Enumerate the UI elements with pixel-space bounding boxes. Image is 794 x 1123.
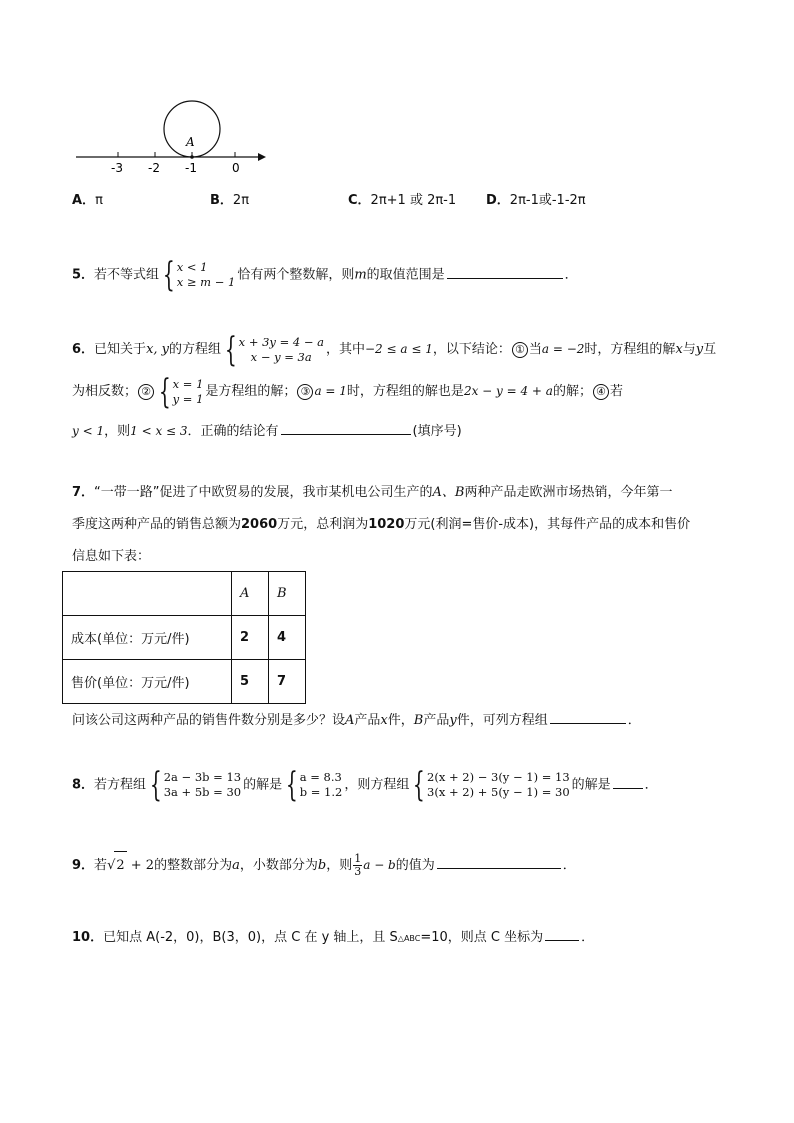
solution-system: { x = 1 y = 1 <box>158 371 204 412</box>
table-cell: 成本(单位：万元/件) <box>63 616 232 660</box>
question-6-line-1 <box>72 329 717 370</box>
q8-pre: 若方程组 <box>94 777 147 793</box>
table-header-row <box>63 572 306 616</box>
q10-text2: =10，则点 C 坐标为 <box>420 930 544 945</box>
q6-c1-cond: a = −2 <box>541 342 585 356</box>
q7-profit: 1020 <box>368 517 405 532</box>
question-10 <box>72 927 594 947</box>
answer-blank[interactable] <box>550 710 626 724</box>
option-letter: C． <box>348 193 371 208</box>
question-5 <box>72 255 578 295</box>
system-row: x = 1 <box>172 376 204 391</box>
q9-mid3: ，则 <box>326 858 353 873</box>
q6-c2-post: 是方程组的解； <box>205 384 297 399</box>
q7-line1-post: 两种产品走欧洲市场热销，今年第一 <box>464 485 673 500</box>
q9-pre: 若 <box>94 858 108 873</box>
q6-c4-pre: 若 <box>609 384 623 399</box>
product-table <box>62 571 306 704</box>
q10-end: ． <box>581 930 595 945</box>
tick-label: -3 <box>111 161 123 175</box>
option-letter: B． <box>210 193 233 208</box>
table-cell: 售价(单位：万元/件) <box>63 660 232 704</box>
conclusion-3-marker: ③ <box>297 384 313 400</box>
q6-c3-end: 的解； <box>552 384 592 399</box>
fraction-numerator: 1 <box>354 852 362 865</box>
q7-line3: 信息如下表： <box>72 549 151 564</box>
q6-c1-and: 与 <box>682 342 696 357</box>
q7-line2-pre: 季度这两种产品的销售总额为 <box>72 517 242 532</box>
q5-var: m <box>354 267 367 283</box>
system-row: x < 1 <box>176 260 208 274</box>
table-cell: 2 <box>232 616 269 660</box>
answer-blank[interactable] <box>545 927 579 941</box>
q9-post: 的值为 <box>395 858 435 873</box>
q9-mid: 的整数部分为 <box>154 858 233 873</box>
q6-c1-x: x <box>675 342 683 357</box>
conclusion-1-marker: ① <box>512 342 528 358</box>
option-letter: A． <box>72 193 96 208</box>
axis-arrow-icon <box>258 153 266 161</box>
point-a-dot <box>190 155 194 159</box>
system-row: x + 3y = 4 − a <box>238 334 324 349</box>
tick-label: -2 <box>148 161 160 175</box>
question-7-prompt <box>72 710 641 729</box>
tick-label: 0 <box>232 161 240 175</box>
system-row: x ≥ m − 1 <box>176 275 236 289</box>
question-number: 8． <box>72 777 95 793</box>
question-6-line-2 <box>72 371 623 412</box>
q5-post: 的取值范围是 <box>366 267 445 283</box>
system-row: 2a − 3b = 13 <box>163 770 242 784</box>
q9-b: b <box>317 858 327 873</box>
number-line-figure <box>0 0 794 200</box>
answer-blank[interactable] <box>437 855 561 869</box>
q9-mid2: ，小数部分为 <box>239 858 318 873</box>
table-cell: 7 <box>269 660 306 704</box>
system-row: 2(x + 2) − 3(y − 1) = 13 <box>427 770 570 784</box>
equation-system: { 2a − 3b = 13 3a + 5b = 30 <box>149 765 242 805</box>
option-text: π <box>95 193 103 208</box>
option-d[interactable] <box>486 193 586 209</box>
q6-c1-end: 互 <box>703 342 717 357</box>
q8-mid1: 的解是 <box>243 777 283 793</box>
q6-c3-cond: a = 1 <box>314 384 347 398</box>
option-c[interactable] <box>348 193 456 209</box>
q10-sub: △ABC <box>397 934 421 943</box>
q9-plus: + 2 <box>126 858 155 873</box>
q5-end: ． <box>564 267 578 283</box>
q5-mid: 恰有两个整数解，则 <box>237 267 355 283</box>
point-a-label: A <box>186 135 195 149</box>
question-7-line-1 <box>72 485 673 501</box>
question-8 <box>72 765 658 805</box>
system-row: x − y = 3a <box>250 349 312 364</box>
q7-q-post: 件，可列方程组 <box>456 713 548 728</box>
sqrt-icon: √ <box>107 858 116 873</box>
q5-pre: 若不等式组 <box>94 267 160 283</box>
table-header-cell: B <box>269 572 306 616</box>
option-a[interactable] <box>72 193 103 209</box>
q7-qb: B <box>413 713 424 728</box>
system-row: y = 1 <box>172 391 204 406</box>
q6-c1-post: 时，方程组的解 <box>584 342 676 357</box>
equation-system: { x + 3y = 4 − a x − y = 3a <box>224 329 324 370</box>
q6-line3-end: (填序号) <box>412 424 462 439</box>
table-cell <box>63 572 232 616</box>
fraction <box>353 853 362 878</box>
table-header-cell: A <box>232 572 269 616</box>
option-b[interactable] <box>210 193 249 209</box>
q6-line3-post: ．正确的结论有 <box>187 424 279 439</box>
option-text: 2π+1 或 2π-1 <box>370 193 457 208</box>
question-7-line-3 <box>72 549 150 565</box>
answer-blank[interactable] <box>613 775 643 789</box>
solution-system: { a = 8.3 b = 1.2 <box>285 765 343 805</box>
q6-c3-post: 时，方程组的解也是 <box>346 384 464 399</box>
q6-mid: 的方程组 <box>169 342 222 357</box>
q7-q-mid1: 产品 <box>354 713 381 728</box>
q6-line3-range: 1 < x ≤ 3 <box>130 424 188 438</box>
q6-vars: x, y <box>146 342 170 357</box>
table-row <box>63 616 306 660</box>
question-9 <box>72 851 576 880</box>
fraction-denominator: 3 <box>354 865 362 878</box>
q6-c3-eq: 2x − y = 4 + a <box>463 384 553 398</box>
conclusion-2-marker: ② <box>138 384 154 400</box>
q9-radical: 2 <box>114 851 126 880</box>
q7-line1-vars: A、B <box>432 485 465 500</box>
q6-c1-y: y <box>695 342 704 357</box>
q8-end: ． <box>644 777 658 793</box>
q7-question-pre: 问该公司这两种产品的销售件数分别是多少？设 <box>72 713 346 728</box>
q6-cond-pre: ，其中 <box>325 342 365 357</box>
q6-cond: −2 ≤ a ≤ 1 <box>365 342 433 356</box>
q7-q-end: ． <box>627 713 641 728</box>
system-row: a = 8.3 <box>299 770 342 784</box>
q6-c1-pre: 当 <box>528 342 542 357</box>
question-number: 6． <box>72 342 95 357</box>
question-number: 5． <box>72 267 95 283</box>
q7-q-mid3: 产品 <box>423 713 450 728</box>
table-cell: 4 <box>269 616 306 660</box>
q8-mid2: ，则方程组 <box>344 777 410 793</box>
answer-blank[interactable] <box>281 421 411 435</box>
q6-line3-mid: ，则 <box>104 424 131 439</box>
option-text: 2π-1或-1-2π <box>509 193 586 208</box>
q6-pre: 已知关于 <box>94 342 147 357</box>
conclusion-4-marker: ④ <box>593 384 609 400</box>
q7-line2-mid: 万元，总利润为 <box>277 517 369 532</box>
q7-q-mid2: 件， <box>387 713 414 728</box>
question-number: 7． <box>72 485 95 500</box>
option-text: 2π <box>232 193 250 208</box>
equation-system: { 2(x + 2) − 3(y − 1) = 13 3(x + 2) + 5(y − 1) = 30 <box>413 765 570 805</box>
question-number: 10． <box>72 930 104 945</box>
q7-qa: A <box>345 713 355 728</box>
q7-sales: 2060 <box>241 517 278 532</box>
table-cell: 5 <box>232 660 269 704</box>
q10-text: 已知点 A(-2，0)，B(3，0)，点 C 在 y 轴上，且 S <box>103 930 398 945</box>
q7-line1: “一带一路”促进了中欧贸易的发展，我市某机电公司生产的 <box>94 485 433 500</box>
q6-cond-post: ，以下结论： <box>432 342 511 357</box>
question-7-line-2 <box>72 517 690 533</box>
inequality-system: { x < 1 x ≥ m − 1 <box>162 255 236 295</box>
system-row: 3a + 5b = 30 <box>163 785 242 799</box>
system-row: b = 1.2 <box>299 785 343 799</box>
tick-label: -1 <box>185 161 197 175</box>
q7-line2-post: 万元(利润=售价-成本)，其每件产品的成本和售价 <box>404 517 691 532</box>
q9-a: a <box>232 858 240 873</box>
q7-qy: y <box>449 713 457 728</box>
q8-post: 的解是 <box>571 777 611 793</box>
answer-blank[interactable] <box>447 265 563 279</box>
q9-end: ． <box>562 858 576 873</box>
q7-qx: x <box>380 713 388 728</box>
question-6-line-3 <box>72 421 462 440</box>
option-letter: D． <box>486 193 510 208</box>
system-row: 3(x + 2) + 5(y − 1) = 30 <box>427 785 570 799</box>
table-row <box>63 660 306 704</box>
q9-expr: a − b <box>363 858 396 872</box>
q6-line2-start: 为相反数； <box>72 384 138 399</box>
q6-line3-cond: y < 1 <box>72 424 105 438</box>
question-number: 9． <box>72 858 95 873</box>
